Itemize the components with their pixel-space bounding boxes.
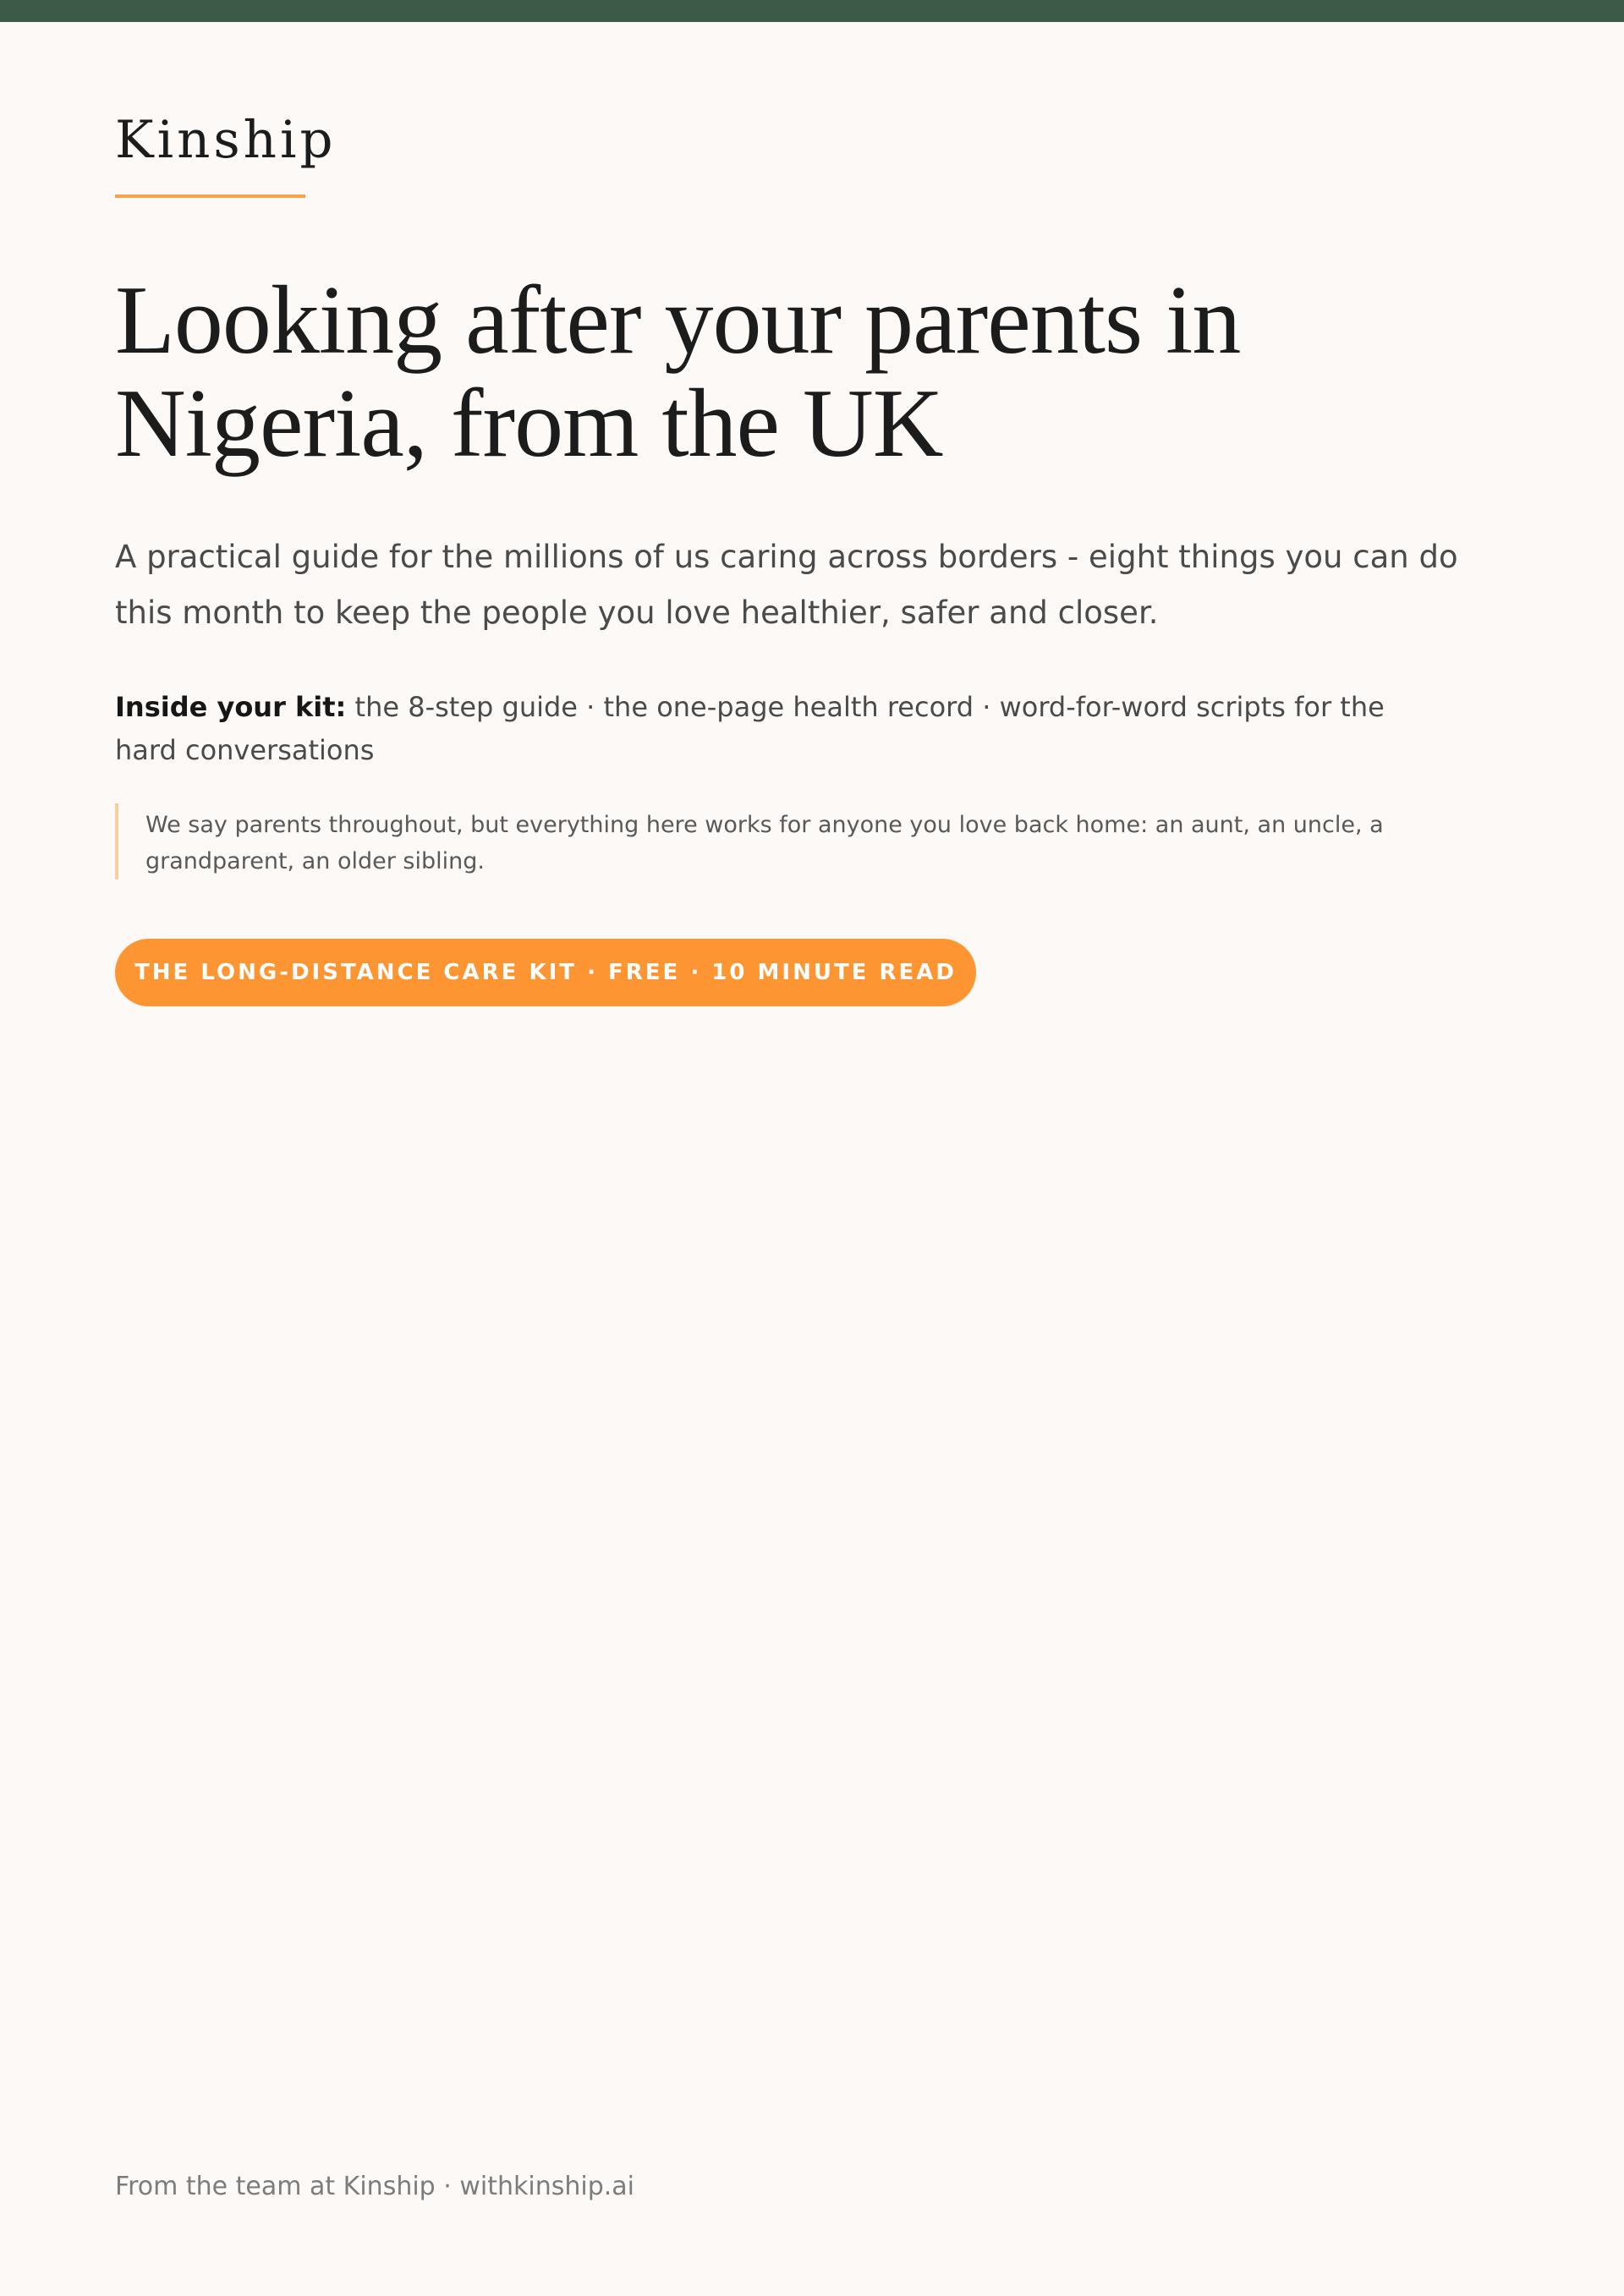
parents-note-text: We say parents throughout, but everything here works for anyone you love back home: an aunt, an uncle, a grandparent, an older sibling. [145, 812, 1384, 874]
footer-text: From the team at Kinship · [115, 2172, 460, 2201]
footer-website-link[interactable]: withkinship.ai [459, 2172, 634, 2201]
top-accent-bar [0, 0, 1624, 22]
page-subtitle: A practical guide for the millions of us caring across borders - eight things you can do this month to keep the people you love healthier, safer and closer. [115, 539, 1458, 631]
footer [115, 2170, 634, 2204]
logo-underline [115, 195, 305, 198]
parents-note [115, 803, 1519, 879]
kit-contents-label: Inside your kit: [115, 691, 347, 723]
kit-contents [115, 686, 1435, 772]
page-title: Looking after your parents in Nigeria, from the UK [115, 266, 1241, 478]
care-kit-button[interactable]: THE LONG-DISTANCE CARE KIT · FREE · 10 MINUTE READ [115, 939, 976, 1006]
kit-contents-items: the 8-step guide · the one-page health record · word-for-word scripts for the hard conversations [115, 691, 1385, 766]
kinship-logo: Kinship [115, 110, 337, 170]
